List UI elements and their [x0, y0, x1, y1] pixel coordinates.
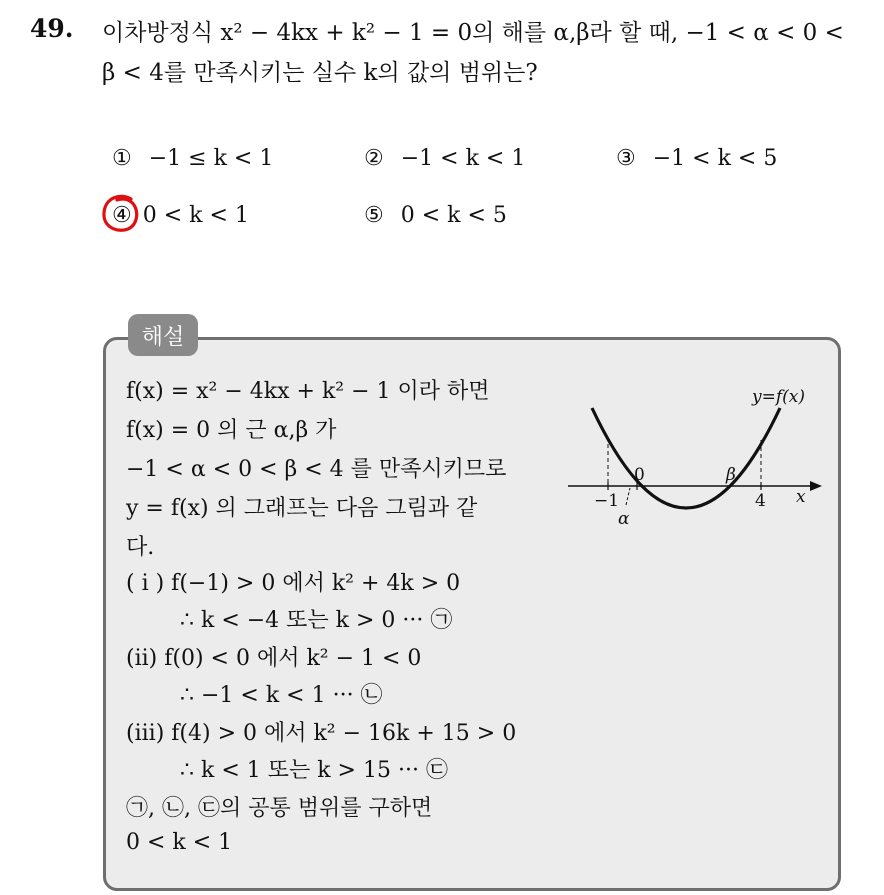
solution-line-8: (ii) f(0) < 0 에서 k² − 1 < 0 — [126, 646, 422, 671]
option-3[interactable] — [616, 146, 777, 171]
x-axis-arrow-icon — [810, 481, 822, 491]
solution-line-11: ∴ k < 1 또는 k > 15 ··· ㉢ — [180, 758, 448, 783]
parabola-graph — [560, 378, 830, 538]
beta-label: β — [726, 465, 736, 485]
solution-line-10: (iii) f(4) > 0 에서 k² − 16k + 15 > 0 — [126, 721, 517, 746]
option-5-marker: ⑤ — [364, 203, 384, 228]
solution-line-13: 0 < k < 1 — [126, 830, 233, 855]
option-4-marker: ④ — [112, 203, 132, 228]
alpha-label: α — [618, 509, 630, 529]
option-3-text: −1 < k < 5 — [652, 146, 778, 171]
option-2[interactable] — [364, 146, 525, 171]
solution-line-4: y = f(x) 의 그래프는 다음 그림과 같 — [126, 496, 478, 521]
option-2-text: −1 < k < 1 — [400, 146, 526, 171]
option-2-marker: ② — [364, 146, 384, 171]
origin-label: 0 — [634, 465, 645, 485]
solution-line-9: ∴ −1 < k < 1 ··· ㉡ — [180, 683, 383, 708]
answer-circle-mark — [101, 193, 141, 235]
solution-line-7: ∴ k < −4 또는 k > 0 ··· ㉠ — [180, 608, 453, 633]
solution-line-6: ( i ) f(−1) > 0 에서 k² + 4k > 0 — [126, 571, 461, 596]
question-line-1: 이차방정식 x² − 4kx + k² − 1 = 0의 해를 α,β라 할 때, −1 < α < 0 < — [102, 20, 844, 46]
option-1-marker: ① — [112, 146, 132, 171]
tick-label-neg1: −1 — [594, 491, 620, 511]
curve-label: y=f(x) — [752, 387, 805, 407]
solution-line-1: f(x) = x² − 4kx + k² − 1 이라 하면 — [126, 379, 490, 404]
option-1-text: −1 ≤ k < 1 — [148, 146, 274, 171]
solution-tag: 해설 — [128, 314, 198, 356]
solution-line-5: 다. — [126, 535, 155, 560]
option-3-marker: ③ — [616, 146, 636, 171]
solution-line-12: ㉠, ㉡, ㉢의 공통 범위를 구하면 — [126, 796, 433, 821]
x-axis-label: x — [796, 487, 806, 507]
question-number: 49. — [30, 14, 74, 43]
option-1[interactable] — [112, 146, 273, 171]
tick-label-4: 4 — [755, 491, 766, 511]
option-5-text: 0 < k < 5 — [400, 203, 507, 228]
solution-line-3: −1 < α < 0 < β < 4 를 만족시키므로 — [126, 457, 507, 482]
option-5[interactable] — [364, 203, 507, 228]
parabola-curve — [592, 408, 780, 508]
option-4-text: 0 < k < 1 — [142, 203, 249, 228]
question-line-2: β < 4를 만족시키는 실수 k의 값의 범위는? — [102, 60, 538, 86]
solution-line-2: f(x) = 0 의 근 α,β 가 — [126, 418, 337, 443]
